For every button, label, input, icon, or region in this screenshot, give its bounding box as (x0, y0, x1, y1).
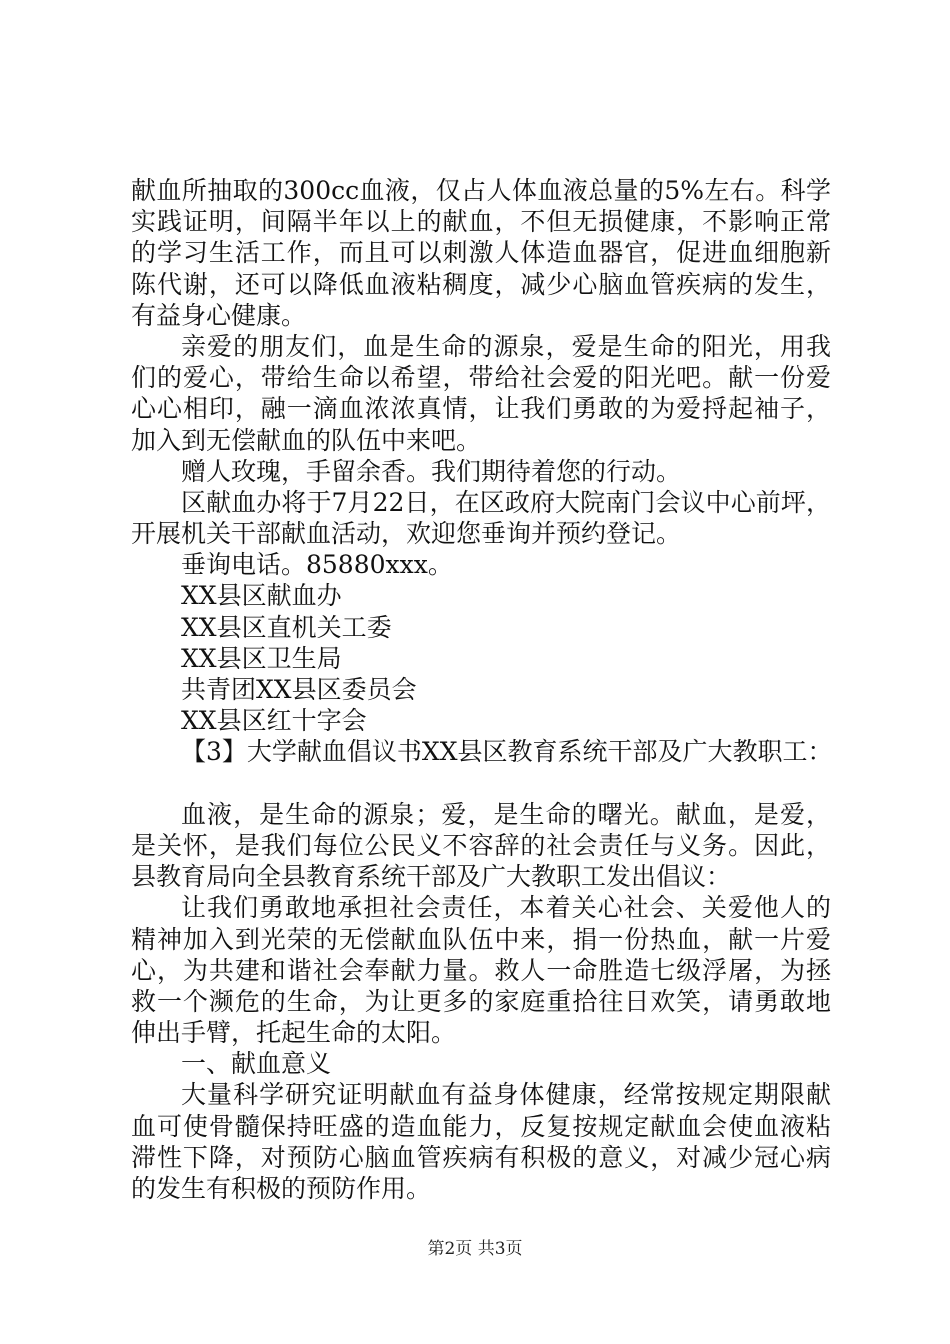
document-body (131, 175, 831, 1204)
text-line: 血可使骨髓保持旺盛的造血能力，反复按规定献血会使血液粘 (131, 1111, 831, 1141)
text-line: 滞性下降，对预防心脑血管疾病有积极的意义，对减少冠心病 (131, 1142, 831, 1172)
paragraph-first-line: 让我们勇敢地承担社会责任，本着关心社会、关爱他人的 (181, 893, 831, 923)
text-line: 陈代谢，还可以降低血液粘稠度，减少心脑血管疾病的发生， (131, 269, 831, 299)
text-line: 的学习生活工作，而且可以刺激人体造血器官，促进血细胞新 (131, 238, 831, 268)
paragraph-first-line: 区献血办将于7月22日，在区政府大院南门会议中心前坪， (181, 487, 831, 517)
signatory: XX县区卫生局 (181, 643, 342, 673)
text-line: 开展机关干部献血活动，欢迎您垂询并预约登记。 (131, 519, 682, 549)
subsection-heading: 一、献血意义 (181, 1049, 332, 1079)
paragraph-first-line: 亲爱的朋友们，血是生命的源泉，爱是生命的阳光，用我 (181, 331, 831, 361)
text-line: 心心相印，融一滴血浓浓真情，让我们勇敢的为爱捋起袖子， (131, 394, 831, 424)
blank-line (131, 768, 831, 799)
text-line: 实践证明，间隔半年以上的献血，不但无损健康，不影响正常 (131, 207, 831, 237)
signatory: XX县区直机关工委 (181, 612, 392, 642)
inquiry-phone: 垂询电话。85880xxx。 (181, 550, 453, 580)
paragraph-first-line: 大量科学研究证明献血有益身体健康，经常按规定期限献 (181, 1080, 831, 1110)
paragraph-first-line: 血液，是生命的源泉；爱，是生命的曙光。献血，是爱， (181, 799, 831, 829)
signatory: XX县区献血办 (181, 581, 342, 611)
text-line: 是关怀，是我们每位公民义不容辞的社会责任与义务。因此， (131, 830, 831, 860)
paragraph-first-line: 赠人玫瑰，手留余香。我们期待着您的行动。 (181, 456, 682, 486)
signatory: 共青团XX县区委员会 (181, 675, 417, 704)
text-line: 的发生有积极的预防作用。 (131, 1174, 432, 1203)
signatory: XX县区红十字会 (181, 706, 367, 736)
text-line: 加入到无偿献血的队伍中来吧。 (131, 425, 482, 455)
text-line: 伸出手臂，托起生命的太阳。 (131, 1018, 457, 1048)
text-line: 救一个濒危的生命，为让更多的家庭重拾往日欢笑，请勇敢地 (131, 986, 831, 1016)
text-line: 有益身心健康。 (131, 300, 307, 330)
text-line: 们的爱心，带给生命以希望，带给社会爱的阳光吧。献一份爱 (131, 363, 831, 393)
text-line: 精神加入到光荣的无偿献血队伍中来，捐一份热血，献一片爱 (131, 924, 831, 954)
text-line: 献血所抽取的300cc血液，仅占人体血液总量的5%左右。科学 (131, 176, 831, 205)
page-footer: 第2页 共3页 (427, 1239, 523, 1259)
text-line: 县教育局向全县教育系统干部及广大教职工发出倡议： (131, 862, 732, 892)
section-heading: 【3】大学献血倡议书XX县区教育系统干部及广大教职工： (181, 737, 833, 767)
text-line: 心，为共建和谐社会奉献力量。救人一命胜造七级浮屠，为拯 (131, 955, 831, 985)
